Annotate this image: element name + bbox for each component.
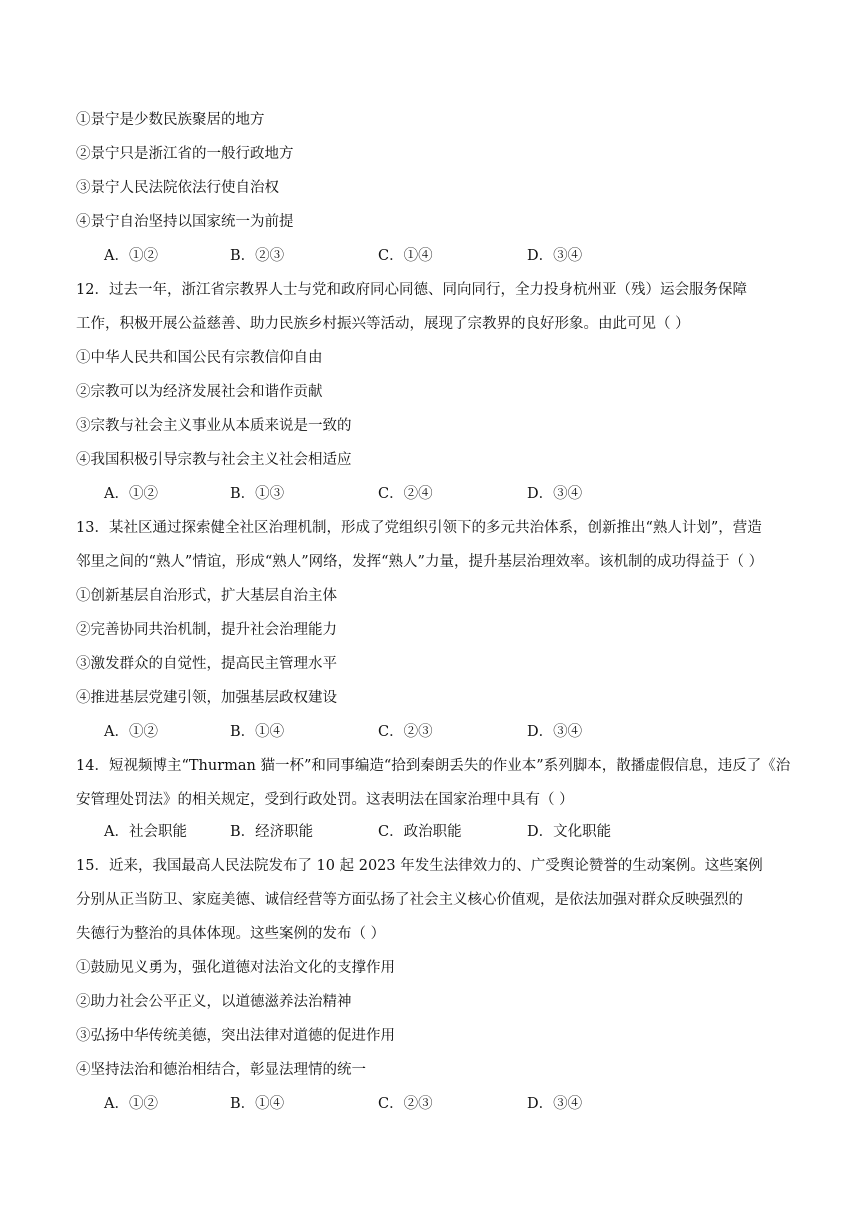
statement-4: ④我国积极引导宗教与社会主义社会相适应 — [76, 452, 352, 468]
option-c[interactable]: C．②③ — [378, 1096, 433, 1112]
option-b[interactable]: B．经济职能 — [230, 824, 314, 840]
options-row — [104, 484, 804, 504]
options-row — [104, 1094, 804, 1114]
statement-2: ②宗教可以为经济发展社会和谐作贡献 — [76, 384, 323, 400]
statement-2: ②助力社会公平正义，以道德滋养法治精神 — [76, 994, 352, 1010]
option-a[interactable]: A．①② — [104, 1096, 158, 1112]
question-stem-line-1: 12．过去一年，浙江省宗教界人士与党和政府同心同德、同向同行，全力投身杭州亚（残）运会服务保障 — [76, 282, 747, 298]
option-a[interactable]: A．①② — [104, 486, 158, 502]
statement-1: ①鼓励见义勇为，强化道德对法治文化的支撑作用 — [76, 960, 395, 976]
option-b[interactable]: B．②③ — [230, 248, 285, 264]
options-row — [104, 722, 804, 742]
statement-1: ①景宁是少数民族聚居的地方 — [76, 112, 265, 128]
option-d[interactable]: D．③④ — [527, 248, 583, 264]
statement-3: ③弘扬中华传统美德，突出法律对道德的促进作用 — [76, 1028, 395, 1044]
option-c[interactable]: C．②④ — [378, 486, 433, 502]
question-stem-line-1: 14．短视频博主“Thurman 猫一杯”和同事编造“拾到秦朗丢失的作业本”系列脚本，散播虚假信息，违反了《治 — [76, 758, 791, 774]
option-b[interactable]: B．①④ — [230, 724, 285, 740]
option-d[interactable]: D．文化职能 — [527, 824, 612, 840]
question-stem-line-2: 工作，积极开展公益慈善、助力民族乡村振兴等活动，展现了宗教界的良好形象。由此可见（ ） — [76, 316, 690, 332]
statement-2: ②景宁只是浙江省的一般行政地方 — [76, 146, 294, 162]
statement-3: ③宗教与社会主义事业从本质来说是一致的 — [76, 418, 352, 434]
option-d[interactable]: D．③④ — [527, 724, 583, 740]
statement-4: ④推进基层党建引领，加强基层政权建设 — [76, 690, 337, 706]
question-stem-line-2: 邻里之间的“熟人”情谊，形成“熟人”网络，发挥“熟人”力量，提升基层治理效率。该机制的成功得益于（ ） — [76, 554, 764, 570]
question-stem-line-1: 13．某社区通过探索健全社区治理机制，形成了党组织引领下的多元共治体系，创新推出“熟人计划”，营造 — [76, 520, 762, 536]
question-stem-line-2: 安管理处罚法》的相关规定，受到行政处罚。这表明法在国家治理中具有（ ） — [76, 792, 574, 808]
statement-1: ①创新基层自治形式，扩大基层自治主体 — [76, 588, 337, 604]
option-a[interactable]: A．社会职能 — [104, 824, 187, 840]
question-stem-line-2: 分别从正当防卫、家庭美德、诚信经营等方面弘扬了社会主义核心价值观，是依法加强对群众反映强烈的 — [76, 892, 743, 908]
option-b[interactable]: B．①③ — [230, 486, 285, 502]
options-row — [104, 246, 804, 266]
statement-4: ④景宁自治坚持以国家统一为前提 — [76, 214, 294, 230]
question-stem-line-3: 失德行为整治的具体体现。这些案例的发布（ ） — [76, 926, 386, 942]
statement-4: ④坚持法治和德治相结合，彰显法理情的统一 — [76, 1062, 366, 1078]
options-row — [104, 822, 804, 842]
option-a[interactable]: A．①② — [104, 248, 158, 264]
option-c[interactable]: C．①④ — [378, 248, 433, 264]
option-d[interactable]: D．③④ — [527, 486, 583, 502]
option-c[interactable]: C．②③ — [378, 724, 433, 740]
question-stem-line-1: 15．近来，我国最高人民法院发布了 10 起 2023 年发生法律效力的、广受舆论赞誉的生动案例。这些案例 — [76, 858, 763, 874]
statement-2: ②完善协同共治机制，提升社会治理能力 — [76, 622, 337, 638]
option-c[interactable]: C．政治职能 — [378, 824, 462, 840]
statement-3: ③景宁人民法院依法行使自治权 — [76, 180, 279, 196]
option-d[interactable]: D．③④ — [527, 1096, 583, 1112]
option-a[interactable]: A．①② — [104, 724, 158, 740]
statement-3: ③激发群众的自觉性，提高民主管理水平 — [76, 656, 337, 672]
statement-1: ①中华人民共和国公民有宗教信仰自由 — [76, 350, 323, 366]
option-b[interactable]: B．①④ — [230, 1096, 285, 1112]
